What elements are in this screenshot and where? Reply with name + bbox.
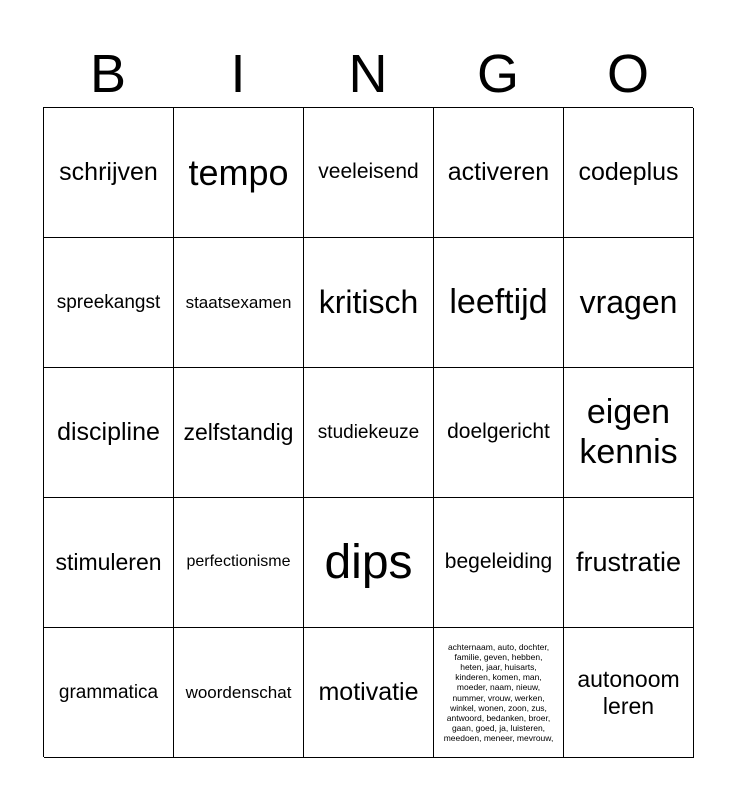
header-letter-b: B <box>89 44 127 104</box>
bingo-cell: discipline <box>44 368 174 498</box>
bingo-cell: staatsexamen <box>174 238 304 368</box>
bingo-cell: frustratie <box>564 498 694 628</box>
bingo-header <box>43 40 693 108</box>
bingo-cell: vragen <box>564 238 694 368</box>
bingo-cell: zelfstandig <box>174 368 304 498</box>
bingo-cell: kritisch <box>304 238 434 368</box>
bingo-cell: studiekeuze <box>304 368 434 498</box>
bingo-grid <box>43 107 693 757</box>
bingo-cell: eigen kennis <box>564 368 694 498</box>
bingo-cell: activeren <box>434 108 564 238</box>
bingo-cell: grammatica <box>44 628 174 758</box>
bingo-cell: perfectionisme <box>174 498 304 628</box>
bingo-cell: begeleiding <box>434 498 564 628</box>
bingo-cell: veeleisend <box>304 108 434 238</box>
bingo-cell: autonoom leren <box>564 628 694 758</box>
bingo-cell: achternaam, auto, dochter, familie, geven, hebben, heten, jaar, huisarts, kinderen, komen, man, moeder, naam, nieuw, nummer, vrouw, werken, winkel, wonen, zoon, zus, antwoord, bedanken, broer, gaan, goed, ja, luisteren, meedoen, meneer, mevrouw, <box>434 628 564 758</box>
header-letter-o: O <box>606 44 649 104</box>
header-letter-i: I <box>230 44 246 104</box>
bingo-cell: doelgericht <box>434 368 564 498</box>
bingo-cell: motivatie <box>304 628 434 758</box>
bingo-cell: schrijven <box>44 108 174 238</box>
bingo-cell: spreekangst <box>44 238 174 368</box>
header-letter-n: N <box>348 44 388 104</box>
bingo-cell: dips <box>304 498 434 628</box>
header-letter-g: G <box>476 44 519 104</box>
bingo-cell: woordenschat <box>174 628 304 758</box>
bingo-cell: stimuleren <box>44 498 174 628</box>
bingo-cell: codeplus <box>564 108 694 238</box>
bingo-cell: leeftijd <box>434 238 564 368</box>
bingo-cell: tempo <box>174 108 304 238</box>
